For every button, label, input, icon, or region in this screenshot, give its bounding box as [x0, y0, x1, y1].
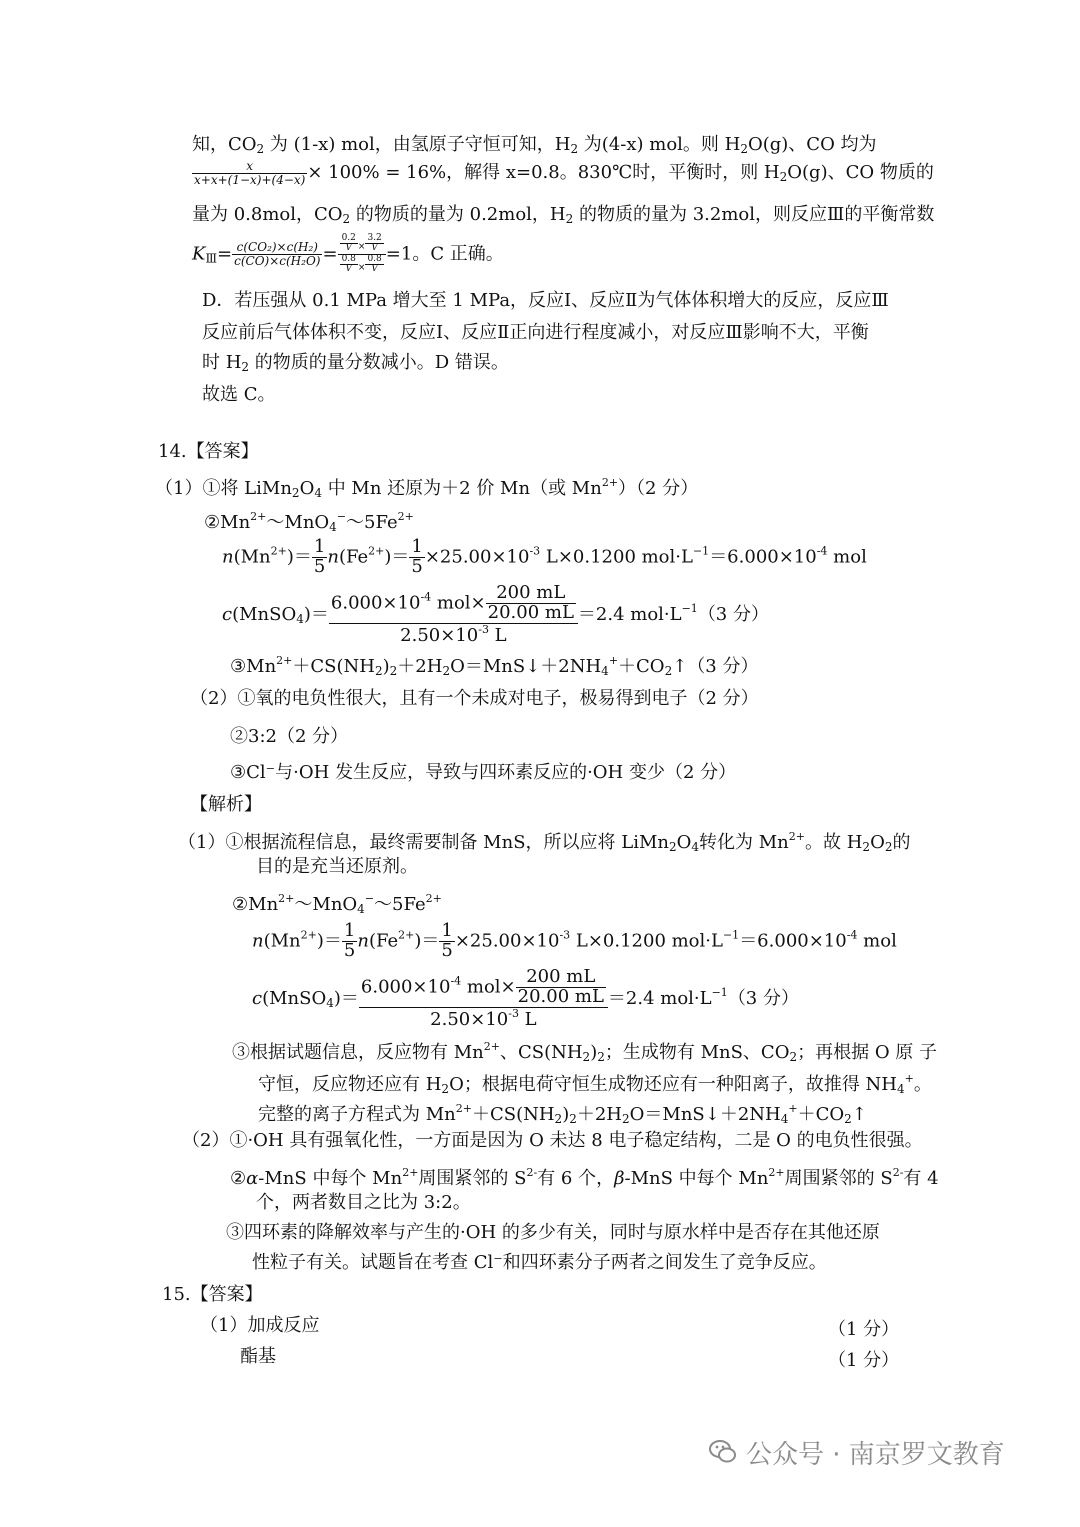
text-line: 反应前后气体体积不变，反应Ⅰ、反应Ⅱ正向进行程度减小，对反应Ⅲ影响不大，平衡: [202, 322, 869, 343]
analysis-line: ③根据试题信息，反应物有 $Mn^{2+}$、$CS(NH_2)_2$；生成物有 MnS、$CO_2$；再根据 O 原 子: [232, 1040, 938, 1064]
wechat-icon: [708, 1437, 738, 1467]
c-equation: c(MnSO$_4$)＝ $6.000\times 10^{-4}$ mol× $\frac{200 mL}{20.00 mL}$ $2.50\times 10^{-3}$ L ＝2.4 $mol\cdot L^{-1}(3$ 分）: [252, 966, 799, 1030]
answer-line: $②Mn^{2+}\sim MnO_4^-\sim 5Fe^{2+}$: [204, 510, 414, 534]
question-heading: 14.【答案】: [158, 441, 259, 462]
answer-line: （1）加成反应: [200, 1315, 320, 1336]
analysis-line: ③四环素的降解效率与产生的·OH 的多少有关，同时与原水样中是否存在其他还原: [226, 1222, 880, 1243]
analysis-line: 个，两者数目之比为 3:2。: [256, 1192, 471, 1213]
analysis-line: 目的是充当还原剂。: [256, 856, 418, 877]
answer-line: （1）①将 $LiMn_2O_4$ 中 Mn 还原为＋2 价 Mn（或 $Mn^{2+})(2$ 分）: [155, 476, 699, 500]
text-line: 知，$CO_2$ 为 (1-x) mol，由氢原子守恒可知，$H_2$ 为(4-x) mol。则 $H_2O(g)$、CO 均为: [192, 134, 877, 156]
text-line: 量为 0.8mol，$CO_2$ 的物质的量为 0.2mol，$H_2$ 的物质的量为 3.2mol，则反应Ⅲ的平衡常数: [192, 204, 935, 226]
n-equation: $n(Mn^{2+})=$ $\frac{1}{5}$ $n(Fe^{2+})=$ $\frac{1}{5}$ $\times 25.00\times 10^{-3}$ L×0.1200 $mol\cdot L^{-1}=6.000\times 10^{-4}$ mol: [222, 536, 867, 577]
analysis-line: （1）①根据流程信息，最终需要制备 MnS，所以应将 $LiMn_2O_4$转化为 $Mn^{2+}$。故 $H_2O_2$的: [178, 830, 911, 854]
question-heading: 15.【答案】: [162, 1284, 263, 1305]
analysis-line: 性粒子有关。试题旨在考查 Cl⁻和四环素分子两者之间发生了竞争反应。: [252, 1252, 827, 1273]
watermark-text: 公众号 · 南京罗文教育: [746, 1439, 1005, 1470]
analysis-line: 守恒，反应物还应有 $H_2O$；根据电荷守恒生成物还应有一种阳离子，故推得 $NH_4^+$。: [258, 1072, 932, 1096]
answer-line: ③Cl⁻与·OH 发生反应，导致与四环素反应的·OH 变少（2 分）: [230, 762, 737, 783]
n-equation: $n(Mn^{2+})=$ $\frac{1}{5}$ $n(Fe^{2+})=$ $\frac{1}{5}$ $\times 25.00\times 10^{-3}$ L×0.1200 $mol\cdot L^{-1}=6.000\times 10^{-4}$ mol: [252, 920, 897, 961]
answer-line: 酯基: [240, 1346, 276, 1367]
watermark: [708, 1430, 1005, 1474]
answer-line: ②3:2（2 分）: [230, 726, 349, 747]
analysis-line: （2）①·OH 具有强氧化性，一方面是因为 O 未达 8 电子稳定结构，二是 O 的电负性很强。: [182, 1130, 923, 1151]
text-line: 故选 C。: [202, 384, 276, 405]
analysis-line: 完整的离子方程式为 $Mn^{2+}+CS(NH_2)_2+2H_2O=MnS↓+2NH_4^++CO_2↑$: [258, 1102, 867, 1126]
equation-line: $\frac{x}{x+x+(1-x)+(4-x)}$ × 100% = 16%，解得 x=0.8。830℃时，平衡时，则 $H_2O(g)$、CO 物质的: [194, 159, 934, 187]
score-label: （1 分）: [828, 1350, 900, 1371]
text-line: D．若压强从 0.1 MPa 增大至 1 MPa，反应Ⅰ、反应Ⅱ为气体体积增大的反应，反应Ⅲ: [202, 290, 889, 311]
analysis-line: $②Mn^{2+}\sim MnO_4^-\sim 5Fe^{2+}$: [232, 892, 442, 916]
answer-line: $③Mn^{2+}+CS(NH_2)_2+2H_2O=MnS↓+2NH_4^++CO_2↑(3$ 分）: [230, 654, 759, 678]
text-line: 时 $H_2$ 的物质的量分数减小。D 错误。: [202, 352, 509, 374]
k-equation: $K_Ⅲ=$ $\frac{\text{c(CO₂)×c(H₂)}}{\text{c(CO)×c(H₂O)}}$ = $\frac{0.2}{V}$ × $\frac{3.2}{V}$ $\frac{0.8}{V}$ × $\frac{0.8}{V}$ =1。C 正确。: [192, 233, 504, 275]
score-label: （1 分）: [828, 1319, 900, 1340]
answer-line: （2）①氧的电负性很大，且有一个未成对电子，极易得到电子（2 分）: [190, 688, 759, 709]
analysis-heading: 【解析】: [190, 794, 262, 815]
analysis-line: ②α-MnS 中每个 $Mn^{2+}$周围紧邻的 $S^{2-}$有 6 个，β-MnS 中每个 $Mn^{2+}$周围紧邻的 $S^{2-}$有 4: [230, 1166, 939, 1189]
c-equation: c(MnSO$_4$)＝ $6.000\times 10^{-4}$ mol× $\frac{200 mL}{20.00 mL}$ $2.50\times 10^{-3}$ L ＝2.4 $mol\cdot L^{-1}(3$ 分）: [222, 582, 769, 646]
